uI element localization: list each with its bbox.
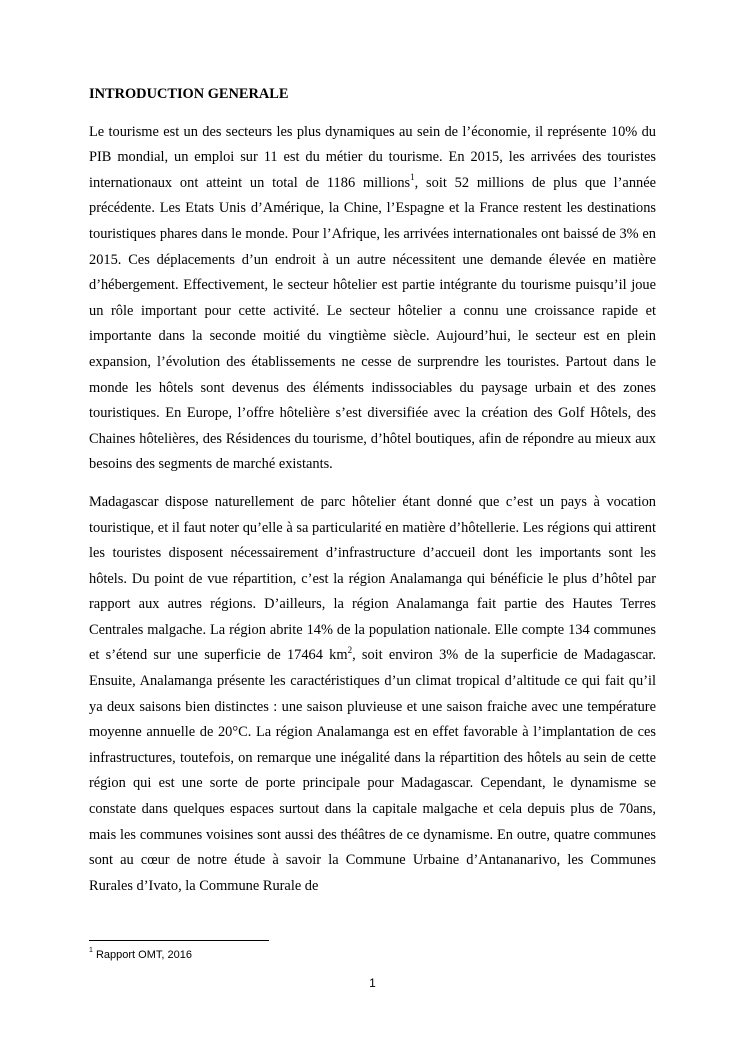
- paragraph-intro: [89, 120, 656, 478]
- main-text: [89, 82, 656, 911]
- page-number: 1: [369, 976, 376, 990]
- footnote-text: Rapport OMT, 2016: [92, 949, 192, 961]
- footnote-separator: [89, 940, 269, 941]
- superscript-squared: 2: [347, 644, 353, 655]
- section-heading: INTRODUCTION GENERALE: [89, 86, 289, 102]
- paragraph-madagascar: [89, 490, 656, 900]
- footnote: [89, 948, 192, 962]
- paragraph-madagascar-text-a: Madagascar dispose naturellement de parc hôtelier étant donné que c’est un pays à vocation touristique, et il faut noter qu’elle à sa particularité en matière d’hôtellerie. Les régions qui attirent les touristes disposent nécessairement d’infrastructure d’accueil dont les importants sont les hôtels. Du point de vue répartition, c’est la région Analamanga qui bénéficie le plus d’hôtel par rapport aux autres régions. D’ailleurs, la région Analamanga fait partie des Hautes Terres Centrales malgache. La région abrite 14% de la population nationale. Elle compte 134 communes et s’étend sur une superficie de 17464 km: [89, 493, 656, 664]
- paragraph-madagascar-text-b: , soit environ 3% de la superficie de Madagascar. Ensuite, Analamanga présente les caractéristiques d’un climat tropical d’altitude ce qui fait qu’il ya deux saisons bien distinctes : une saison pluvieuse et une saison fraiche avec une température moyenne annuelle de 20°C. La région Analamanga est en effet favorable à l’implantation de ces infrastructures, toutefois, on remarque une inégalité dans la répartition des hôtels au sein de cette région qui est une sorte de porte principale pour Madagascar. Cependant, le dynamisme se constate dans quelques espaces surtout dans la capitale malgache et cela depuis plus de 70ans, mais les communes voisines sont aussi des théâtres de ce dynamisme. En outre, quatre communes sont au cœur de notre étude à savoir la Commune Urbaine d’Antananarivo, les Communes Rurales d’Ivato, la Commune Rurale de: [89, 647, 656, 894]
- footnote-marker: 1: [89, 947, 93, 955]
- paragraph-intro-text-a: Le tourisme est un des secteurs les plus dynamiques au sein de l’économie, il représente 10% du PIB mondial, un emploi sur 11 est du métier du tourisme. En 2015, les arrivées des touristes internationaux ont atteint un total de 1186 millions: [89, 123, 656, 191]
- footnote-reference: 1: [410, 171, 415, 182]
- paragraph-intro-text-b: , soit 52 millions de plus que l’année précédente. Les Etats Unis d’Amérique, la Chine, l’Espagne et la France restent les destinations touristiques phares dans le monde. Pour l’Afrique, les arrivées internationales ont baissé de 3% en 2015. Ces déplacements d’un endroit à un autre nécessitent une demande élevée en matière d’hébergement. Effectivement, le secteur hôtelier est partie intégrante du tourisme puisqu’il joue un rôle important pour cette activité. Le secteur hôtelier a connu une croissance rapide et importante dans la seconde moitié du vingtième siècle. Aujourd’hui, le secteur est en plein expansion, l’évolution des établissements ne cesse de surprendre les touristes. Partout dans le monde les hôtels sont devenus des éléments indissociables du paysage urbain et des zones touristiques. En Europe, l’offre hôtelière s’est diversifiée avec la création des Golf Hôtels, des Chaines hôtelières, des Résidences du tourisme, d’hôtel boutiques, afin de répondre au mieux aux besoins des segments de marché existants.: [89, 174, 656, 473]
